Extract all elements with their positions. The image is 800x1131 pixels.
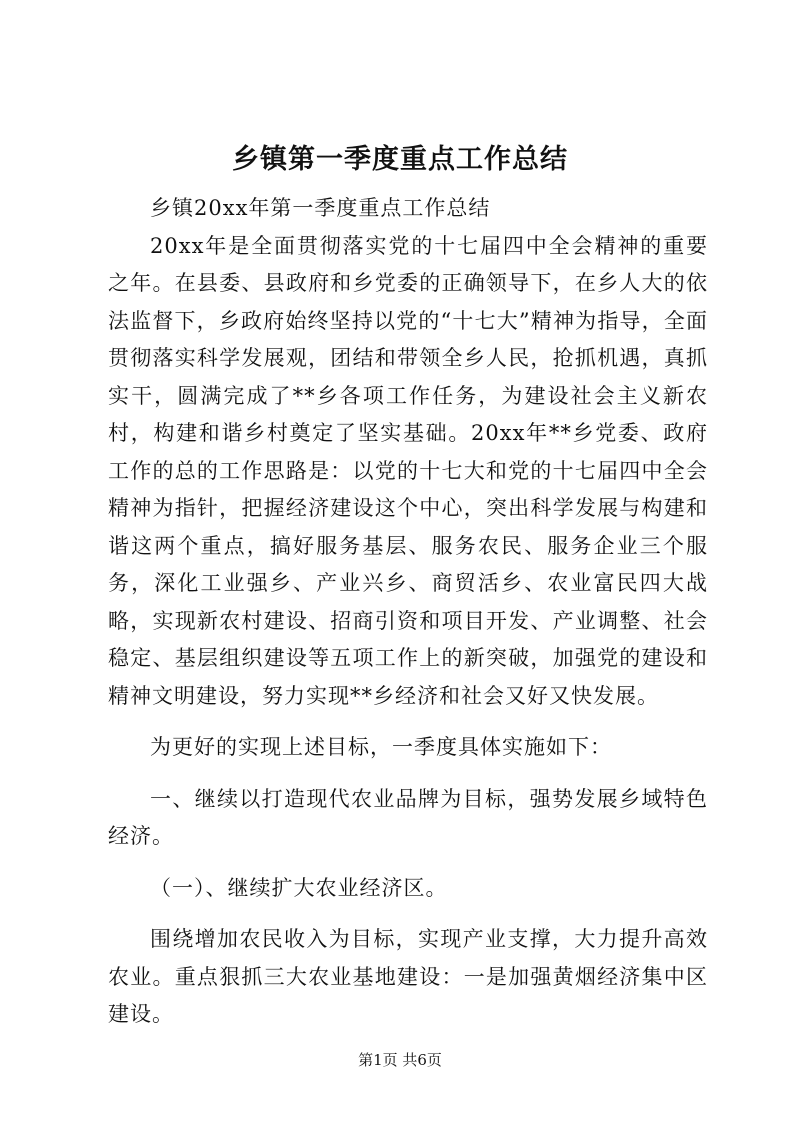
document-body <box>108 190 708 1034</box>
paragraph-goals-intro: 为更好的实现上述目标，一季度具体实施如下： <box>150 735 612 759</box>
paragraph-subtitle: 乡镇20xx年第一季度重点工作总结 <box>150 196 491 220</box>
document-title: 乡镇第一季度重点工作总结 <box>232 144 568 175</box>
page-footer: 第1页 共6页 <box>358 1051 442 1069</box>
paragraph-agriculture: 围绕增加农民收入为目标，实现产业支撑，大力提升高效农业。重点狠抓三大农业基地建设：一是加强黄烟经济集中区建设。 <box>108 927 708 1026</box>
paragraph-overview: 20xx年是全面贯彻落实党的十七届四中全会精神的重要之年。在县委、县政府和乡党委的正确领导下，在乡人大的依法监督下，乡政府始终坚持以党的“十七大”精神为指导，全面贯彻落实科学发展观，团结和带领全乡人民，抢抓机遇，真抓实干，圆满完成了**乡各项工作任务，为建设社会主义新农村，构建和谐乡村奠定了坚实基础。20xx年**乡党委、政府工作的总的工作思路是：以党的十七大和党的十七届四中全会精神为指针，把握经济建设这个中心，突出科学发展与构建和谐这两个重点，搞好服务基层、服务农民、服务企业三个服务，深化工业强乡、产业兴乡、商贸活乡、农业富民四大战略，实现新农村建设、招商引资和项目开发、产业调整、社会稳定、基层组织建设等五项工作上的新突破，加强党的建设和精神文明建设，努力实现**乡经济和社会又好又快发展。 <box>108 233 708 708</box>
paragraph-subsection-one: （一）、继续扩大农业经济区。 <box>150 875 448 900</box>
paragraph-section-one: 一、继续以打造现代农业品牌为目标，强势发展乡域特色经济。 <box>108 786 708 848</box>
